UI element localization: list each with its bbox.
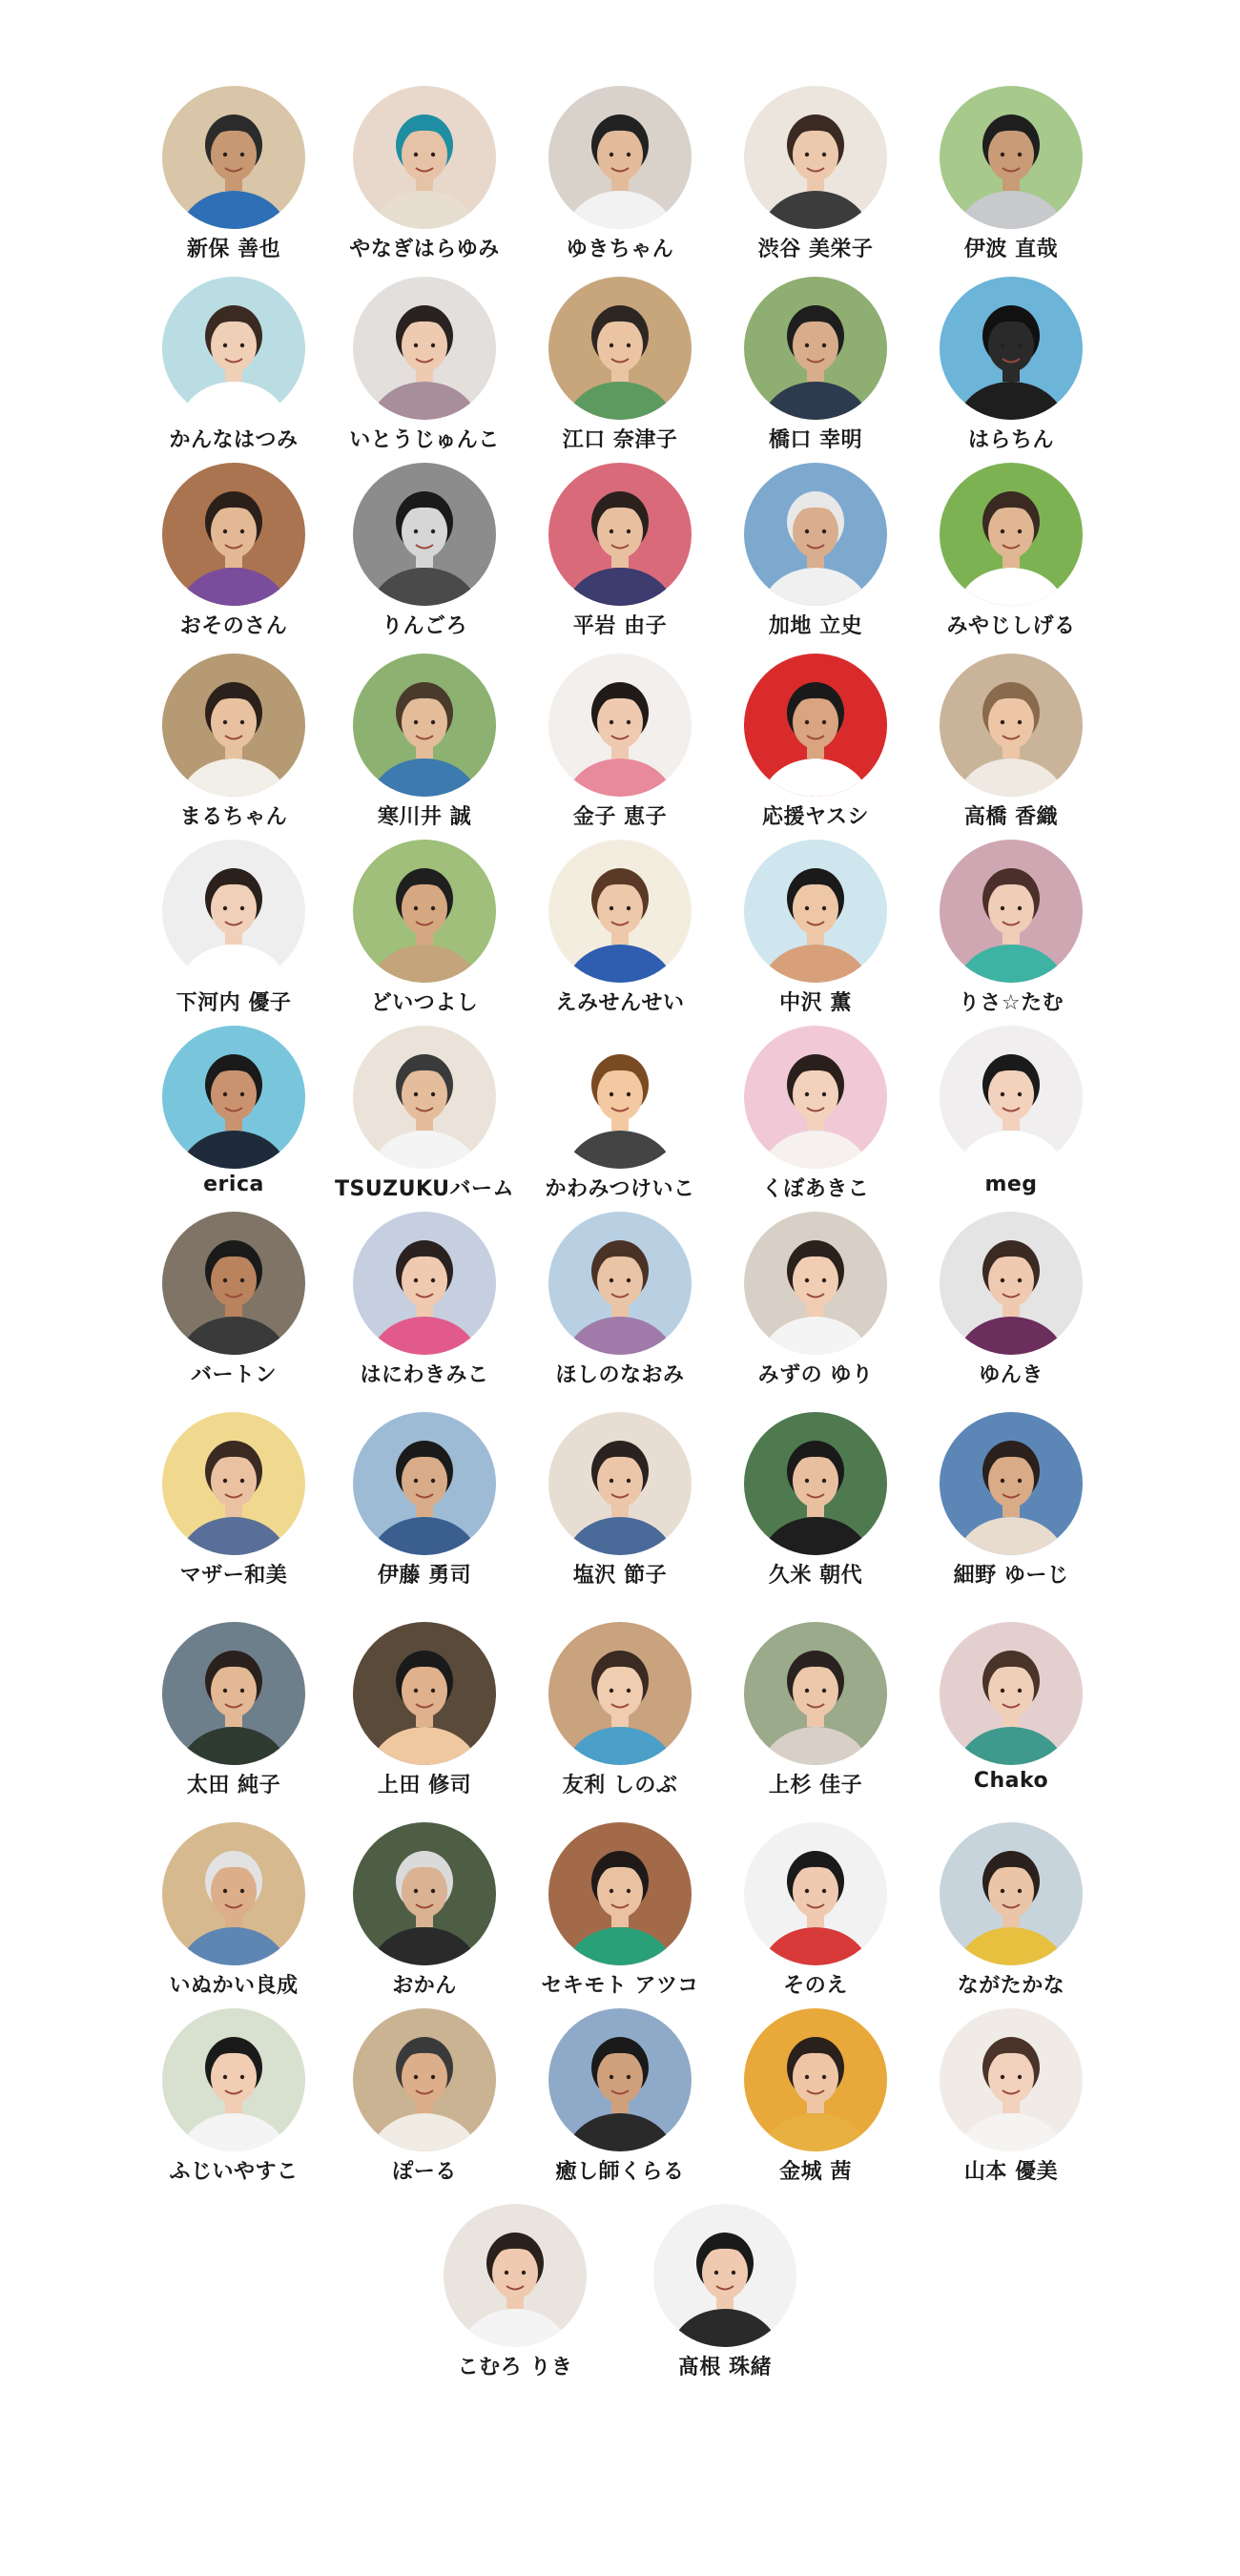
avatar	[548, 654, 692, 797]
member-name: 金城 茜	[779, 2160, 852, 2184]
member-card	[134, 1412, 334, 1589]
avatar	[744, 277, 887, 420]
member-name: 太田 純子	[186, 1774, 281, 1797]
avatar	[353, 463, 496, 606]
avatar	[548, 1212, 692, 1355]
avatar	[162, 463, 305, 606]
member-card	[911, 1412, 1111, 1589]
avatar	[940, 463, 1083, 606]
avatar	[744, 86, 887, 229]
avatar	[744, 1622, 887, 1765]
member-name: 友利 しのぶ	[562, 1774, 678, 1797]
member-name: かんなはつみ	[169, 428, 299, 452]
avatar	[744, 1412, 887, 1555]
member-name: ながたかな	[957, 1974, 1065, 1998]
avatar	[940, 1026, 1083, 1169]
member-card	[520, 277, 720, 453]
avatar	[940, 1412, 1083, 1555]
member-card	[324, 277, 525, 453]
member-name: バートン	[190, 1363, 277, 1387]
member-card	[324, 1622, 525, 1798]
avatar	[940, 1622, 1083, 1765]
member-name: マザー和美	[179, 1564, 288, 1588]
avatar	[548, 463, 692, 606]
member-name: 平岩 由子	[572, 614, 668, 638]
avatar	[353, 1412, 496, 1555]
member-card	[520, 1622, 720, 1798]
member-card	[520, 1026, 720, 1202]
member-card	[520, 654, 720, 830]
member-name: りんごろ	[381, 614, 467, 638]
avatar	[353, 1212, 496, 1355]
member-name: いぬかい良成	[169, 1974, 299, 1998]
avatar	[353, 277, 496, 420]
avatar	[744, 840, 887, 983]
avatar	[940, 840, 1083, 983]
avatar	[744, 2008, 887, 2151]
member-card	[134, 1212, 334, 1388]
member-card	[415, 2204, 615, 2380]
member-name: Chako	[973, 1769, 1049, 1793]
member-name: 髙根 珠緒	[677, 2356, 773, 2379]
member-card	[715, 277, 916, 453]
member-name: おかん	[392, 1974, 457, 1998]
member-card	[324, 1026, 525, 1202]
avatar	[162, 840, 305, 983]
member-name: 上杉 佳子	[768, 1774, 863, 1797]
member-card	[520, 86, 720, 262]
member-card	[520, 2008, 720, 2185]
member-card	[134, 86, 334, 262]
member-card	[520, 1822, 720, 1999]
member-card	[324, 1412, 525, 1589]
member-card	[911, 86, 1111, 262]
avatar	[548, 1822, 692, 1965]
member-name: ゆんき	[979, 1363, 1044, 1387]
member-name: 下河内 優子	[176, 991, 292, 1015]
member-card	[520, 1412, 720, 1589]
member-card	[715, 86, 916, 262]
member-name: ゆきちゃん	[566, 238, 674, 261]
member-card	[324, 86, 525, 262]
avatar	[353, 840, 496, 983]
member-name: くぼあきこ	[761, 1177, 870, 1201]
member-card	[911, 2008, 1111, 2185]
avatar	[353, 1822, 496, 1965]
member-card	[134, 840, 334, 1016]
member-name: 渋谷 美栄子	[757, 238, 874, 261]
member-card	[134, 1026, 334, 1196]
avatar	[940, 1212, 1083, 1355]
member-card	[520, 840, 720, 1016]
avatar	[744, 1026, 887, 1169]
member-name: みやじしげる	[946, 614, 1076, 638]
member-card	[911, 654, 1111, 830]
member-card	[911, 1026, 1111, 1196]
avatar	[162, 654, 305, 797]
avatar	[444, 2204, 587, 2347]
member-card	[324, 2008, 525, 2185]
member-name: りさ☆たむ	[958, 991, 1064, 1015]
member-card	[911, 1212, 1111, 1388]
member-card	[715, 1622, 916, 1798]
member-name: 金子 恵子	[572, 805, 668, 829]
member-name: どいつよし	[370, 991, 479, 1015]
member-name: 伊波 直哉	[963, 238, 1059, 261]
member-name: ほしのなおみ	[555, 1363, 685, 1387]
member-card	[134, 2008, 334, 2185]
avatar	[162, 1412, 305, 1555]
avatar	[744, 1212, 887, 1355]
member-name: そのえ	[783, 1974, 848, 1998]
member-name: 橋口 幸明	[768, 428, 863, 452]
member-name: 寒川井 誠	[377, 805, 472, 829]
member-card	[134, 1822, 334, 1999]
member-name: おそのさん	[179, 614, 288, 638]
member-card	[134, 654, 334, 830]
member-card	[911, 463, 1111, 639]
avatar	[744, 463, 887, 606]
member-name: やなぎはらゆみ	[349, 238, 500, 261]
avatar	[548, 1026, 692, 1169]
member-card	[911, 1822, 1111, 1999]
member-name: かわみつけいこ	[545, 1177, 695, 1201]
member-name: セキモト アツコ	[541, 1974, 699, 1998]
member-name: 塩沢 節子	[572, 1564, 668, 1588]
member-card	[520, 463, 720, 639]
member-name: 山本 優美	[963, 2160, 1059, 2184]
member-card	[715, 1026, 916, 1202]
member-card	[134, 463, 334, 639]
member-name: はらちん	[967, 428, 1054, 452]
avatar	[744, 654, 887, 797]
avatar	[548, 840, 692, 983]
member-name: ふじいやすこ	[169, 2160, 299, 2184]
member-card	[134, 1622, 334, 1798]
member-name: 新保 善也	[186, 238, 281, 261]
member-card	[134, 277, 334, 453]
member-name: 伊藤 勇司	[377, 1564, 472, 1588]
member-card	[324, 654, 525, 830]
avatar	[548, 86, 692, 229]
member-card	[625, 2204, 825, 2380]
member-name: 癒し師くらる	[555, 2160, 685, 2184]
avatar	[162, 277, 305, 420]
avatar	[548, 1412, 692, 1555]
member-card	[520, 1212, 720, 1388]
member-name: みずの ゆり	[757, 1363, 874, 1387]
avatar	[744, 1822, 887, 1965]
member-card	[911, 277, 1111, 453]
member-name: 江口 奈津子	[562, 428, 678, 452]
avatar	[353, 1026, 496, 1169]
member-name: こむろ りき	[457, 2356, 573, 2379]
member-name: meg	[984, 1173, 1038, 1196]
member-card	[324, 463, 525, 639]
avatar	[162, 1622, 305, 1765]
avatar	[548, 277, 692, 420]
member-card	[324, 1822, 525, 1999]
member-card	[715, 2008, 916, 2185]
avatar	[353, 654, 496, 797]
member-card	[715, 840, 916, 1016]
member-name: 高橋 香織	[963, 805, 1059, 829]
avatar	[162, 2008, 305, 2151]
member-name: 中沢 薫	[779, 991, 852, 1015]
member-card	[324, 1212, 525, 1388]
member-card	[715, 654, 916, 830]
member-name: ぽーる	[392, 2160, 457, 2184]
avatar	[353, 86, 496, 229]
avatar	[940, 1822, 1083, 1965]
member-card	[715, 1822, 916, 1999]
member-name: 細野 ゆーじ	[953, 1564, 1069, 1588]
avatar	[940, 86, 1083, 229]
member-card	[715, 1412, 916, 1589]
member-name: 久米 朝代	[768, 1564, 863, 1588]
avatar	[162, 1822, 305, 1965]
member-name: えみせんせい	[555, 991, 685, 1015]
avatar	[940, 2008, 1083, 2151]
avatar	[162, 1026, 305, 1169]
member-name: 応援ヤスシ	[761, 805, 870, 829]
member-name: まるちゃん	[179, 805, 288, 829]
avatar	[162, 1212, 305, 1355]
member-card	[715, 1212, 916, 1388]
member-card	[715, 463, 916, 639]
avatar	[353, 2008, 496, 2151]
avatar	[548, 2008, 692, 2151]
member-card	[911, 840, 1111, 1016]
member-name: 上田 修司	[377, 1774, 472, 1797]
member-name: いとうじゅんこ	[349, 428, 500, 452]
avatar	[548, 1622, 692, 1765]
avatar	[162, 86, 305, 229]
member-name: TSUZUKUバーム	[334, 1177, 515, 1201]
member-name: 加地 立史	[768, 614, 863, 638]
member-name: はにわきみこ	[360, 1363, 489, 1387]
member-name: erica	[203, 1173, 264, 1196]
avatar	[940, 277, 1083, 420]
member-card	[324, 840, 525, 1016]
avatar	[353, 1622, 496, 1765]
avatar	[653, 2204, 796, 2347]
avatar	[940, 654, 1083, 797]
member-card	[911, 1622, 1111, 1793]
